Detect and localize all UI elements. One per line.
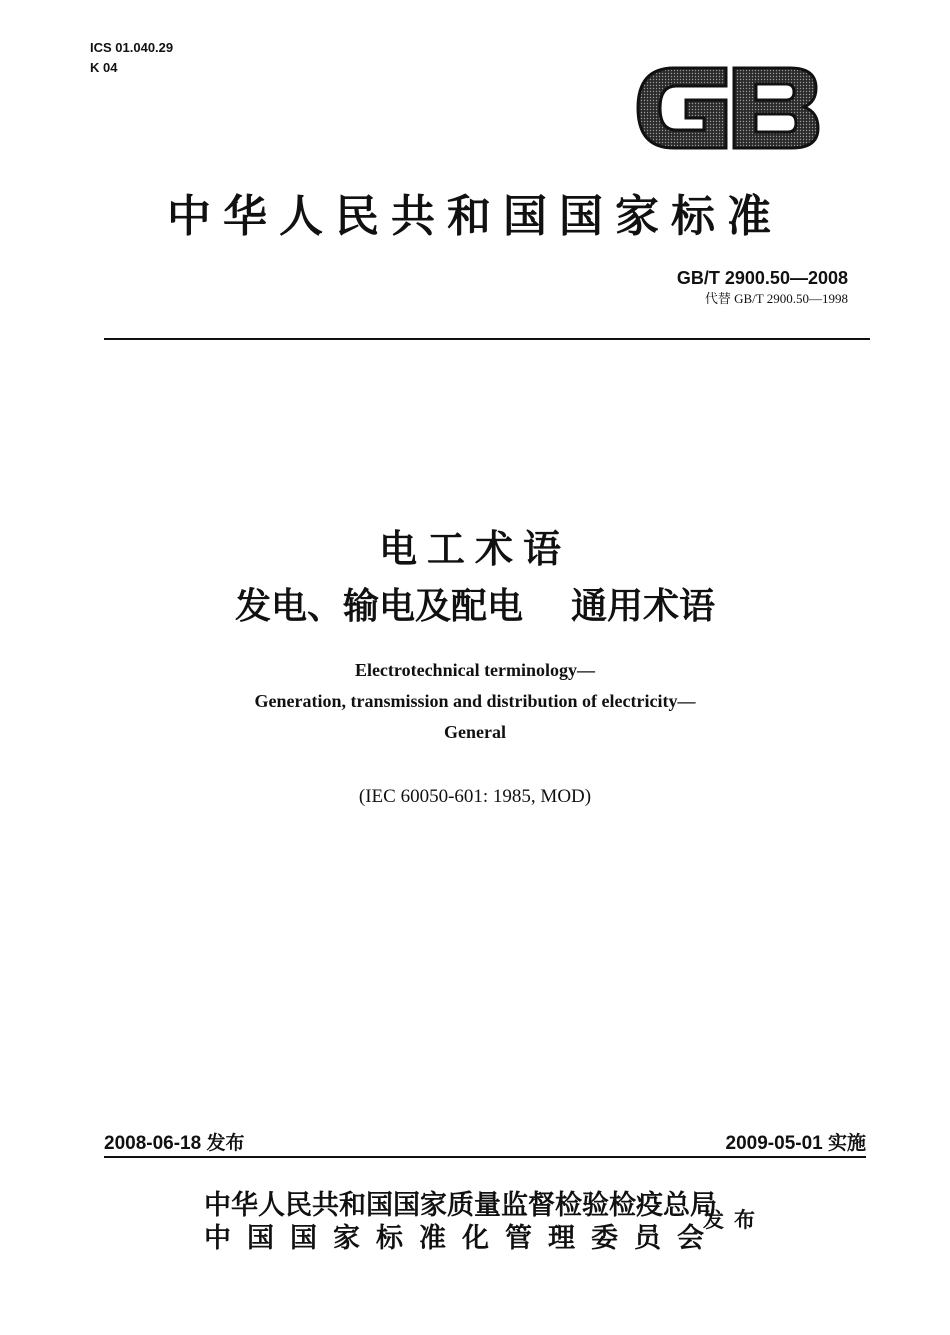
gb-logo bbox=[634, 60, 822, 156]
title-en-line2: Generation, transmission and distribution of electricity— bbox=[254, 691, 696, 711]
effective-date: 2009-05-01 实施 bbox=[725, 1133, 866, 1154]
top-divider bbox=[104, 338, 870, 340]
title-cn-line2-part2: 通用术语 bbox=[571, 586, 716, 627]
title-cn-line2 bbox=[0, 578, 950, 629]
standard-number-block bbox=[677, 266, 848, 308]
gb-logo-icon bbox=[634, 60, 822, 156]
title-cn-line1: 电工术语 bbox=[378, 527, 571, 571]
date-row bbox=[104, 1128, 866, 1156]
classification-codes bbox=[90, 38, 173, 78]
replaces-standard: 代替 GB/T 2900.50—1998 bbox=[704, 291, 848, 306]
issuer-line1: 中华人民共和国国家质量监督检验检疫总局 bbox=[204, 1190, 717, 1221]
issuer-line2: 中国国家标准化管理委员会 bbox=[204, 1223, 720, 1254]
iec-reference: (IEC 60050-601: 1985, MOD) bbox=[358, 786, 592, 807]
publish-date: 2008-06-18 发布 bbox=[104, 1133, 245, 1154]
ics-code: ICS 01.040.29 bbox=[90, 40, 174, 55]
standard-number: GB/T 2900.50—2008 bbox=[676, 268, 848, 288]
main-title: 中华人民共和国国家标准 bbox=[167, 191, 783, 242]
bottom-divider bbox=[104, 1156, 866, 1158]
issue-label: 发布 bbox=[703, 1208, 765, 1232]
ccs-code: K 04 bbox=[90, 60, 118, 75]
title-cn-line2-part1: 发电、输电及配电 bbox=[234, 586, 523, 627]
title-en-line3: General bbox=[444, 722, 506, 742]
title-en-line1: Electrotechnical terminology— bbox=[354, 660, 596, 680]
